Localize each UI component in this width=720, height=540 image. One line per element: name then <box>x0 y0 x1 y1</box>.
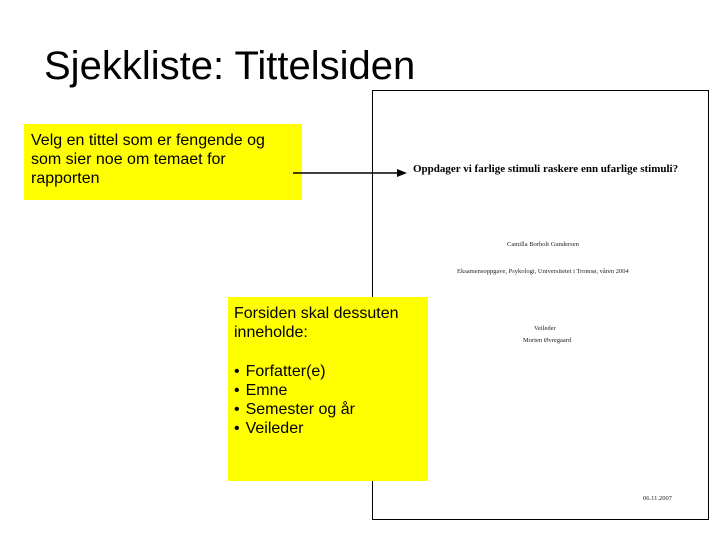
thumbnail-supervisor-label: Veileder <box>534 325 556 332</box>
thumbnail-course: Eksamensoppgave, Psykologi, Universitetet i Tromsø, våren 2004 <box>457 268 629 275</box>
contents-callout-intro: Forsiden skal dessuten inneholde: <box>234 305 399 341</box>
title-callout-text: Velg en tittel som er fengende og som sier noe om temaet for rapporten <box>31 132 265 187</box>
contents-list-item: • Emne <box>234 381 422 400</box>
thumbnail-author: Camilla Borholt Gundersen <box>507 241 579 248</box>
contents-list-item: • Forfatter(e) <box>234 362 422 381</box>
thumbnail-supervisor-name: Morten Øvregaard <box>523 337 572 344</box>
thumbnail-report-title: Oppdager vi farlige stimuli raskere enn ufarlige stimuli? <box>413 163 679 175</box>
thumbnail-date: 06.11.2007 <box>643 495 673 502</box>
arrow-head <box>397 169 407 177</box>
contents-list-item: • Veileder <box>234 419 422 438</box>
slide-title: Sjekkliste: Tittelsiden <box>44 44 416 88</box>
contents-list-item: • Semester og år <box>234 400 422 419</box>
